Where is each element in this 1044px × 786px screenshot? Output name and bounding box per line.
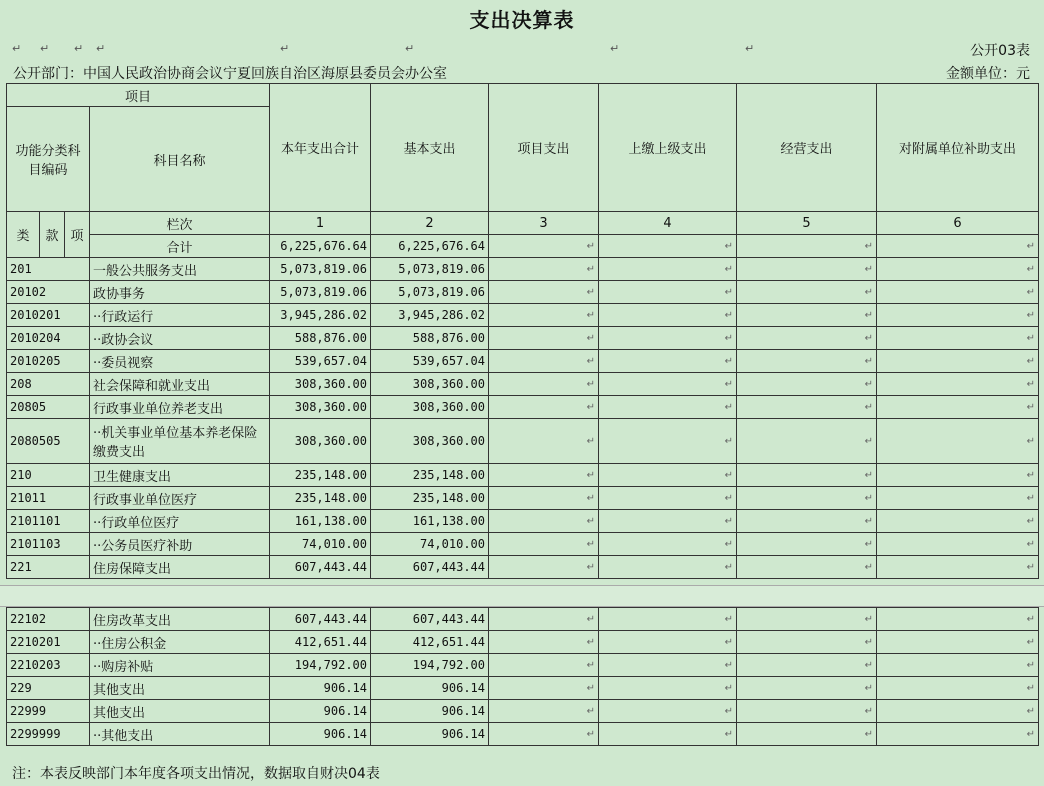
empty-cell: ↵ xyxy=(599,510,737,533)
row-total: 235,148.00 xyxy=(270,464,371,487)
row-total: 906.14 xyxy=(270,723,371,746)
row-basic: 308,360.00 xyxy=(371,419,489,464)
row-name: ··行政单位医疗 xyxy=(90,510,270,533)
table-row xyxy=(7,533,1039,556)
empty-cell: ↵ xyxy=(877,258,1039,281)
row-name: 行政事业单位养老支出 xyxy=(90,396,270,419)
row-basic: 607,443.44 xyxy=(371,608,489,631)
col-number: 6 xyxy=(877,212,1039,235)
row-code: 2299999 xyxy=(7,723,90,746)
empty-cell: ↵ xyxy=(489,487,599,510)
row-basic: 412,651.44 xyxy=(371,631,489,654)
row-total: 235,148.00 xyxy=(270,487,371,510)
row-name: 一般公共服务支出 xyxy=(90,258,270,281)
empty-cell: ↵ xyxy=(877,631,1039,654)
empty-cell: ↵ xyxy=(877,235,1039,258)
expenditure-table xyxy=(6,83,1039,579)
empty-cell: ↵ xyxy=(877,327,1039,350)
header-basic: 基本支出 xyxy=(371,84,489,212)
row-name: ··购房补贴 xyxy=(90,654,270,677)
row-code: 229 xyxy=(7,677,90,700)
empty-cell: ↵ xyxy=(737,723,877,746)
empty-cell: ↵ xyxy=(737,677,877,700)
row-code: 221 xyxy=(7,556,90,579)
row-name: 其他支出 xyxy=(90,700,270,723)
empty-cell: ↵ xyxy=(489,533,599,556)
row-total: 539,657.04 xyxy=(270,350,371,373)
header-lanci: 栏次 xyxy=(90,212,270,235)
form-number: 公开03表 xyxy=(970,43,1030,59)
total-row-basic: 6,225,676.64 xyxy=(371,235,489,258)
empty-cell: ↵ xyxy=(489,396,599,419)
page-break-gap xyxy=(0,585,1044,607)
row-code: 22102 xyxy=(7,608,90,631)
department-line: 公开部门：中国人民政治协商会议宁夏回族自治区海原县委员会办公室 xyxy=(13,66,447,82)
table-row xyxy=(7,556,1039,579)
empty-cell: ↵ xyxy=(877,464,1039,487)
row-total: 412,651.44 xyxy=(270,631,371,654)
empty-cell: ↵ xyxy=(877,304,1039,327)
row-basic: 235,148.00 xyxy=(371,464,489,487)
row-basic: 539,657.04 xyxy=(371,350,489,373)
empty-cell: ↵ xyxy=(737,533,877,556)
table-row xyxy=(7,631,1039,654)
row-total: 906.14 xyxy=(270,677,371,700)
row-total: 308,360.00 xyxy=(270,396,371,419)
paragraph-mark: ↵ xyxy=(74,42,84,55)
table-row xyxy=(7,419,1039,464)
empty-cell: ↵ xyxy=(737,487,877,510)
empty-cell: ↵ xyxy=(489,510,599,533)
empty-cell: ↵ xyxy=(737,304,877,327)
empty-cell: ↵ xyxy=(737,373,877,396)
empty-cell: ↵ xyxy=(489,677,599,700)
row-code: 2010204 xyxy=(7,327,90,350)
row-total: 308,360.00 xyxy=(270,373,371,396)
header-business: 经营支出 xyxy=(737,84,877,212)
row-basic: 906.14 xyxy=(371,677,489,700)
empty-cell: ↵ xyxy=(599,654,737,677)
row-total: 607,443.44 xyxy=(270,556,371,579)
empty-cell: ↵ xyxy=(737,556,877,579)
table-row xyxy=(7,373,1039,396)
empty-cell: ↵ xyxy=(599,373,737,396)
row-total: 5,073,819.06 xyxy=(270,281,371,304)
empty-cell: ↵ xyxy=(489,327,599,350)
empty-cell: ↵ xyxy=(599,281,737,304)
empty-cell: ↵ xyxy=(489,304,599,327)
row-basic: 308,360.00 xyxy=(371,373,489,396)
empty-cell: ↵ xyxy=(489,464,599,487)
row-total: 607,443.44 xyxy=(270,608,371,631)
row-basic: 906.14 xyxy=(371,700,489,723)
table-row xyxy=(7,281,1039,304)
empty-cell: ↵ xyxy=(737,396,877,419)
row-code: 208 xyxy=(7,373,90,396)
table-row xyxy=(7,350,1039,373)
empty-cell: ↵ xyxy=(877,533,1039,556)
empty-cell: ↵ xyxy=(599,419,737,464)
row-code: 210 xyxy=(7,464,90,487)
row-total: 161,138.00 xyxy=(270,510,371,533)
empty-cell: ↵ xyxy=(599,396,737,419)
row-total: 906.14 xyxy=(270,700,371,723)
row-basic: 5,073,819.06 xyxy=(371,258,489,281)
table-row xyxy=(7,327,1039,350)
row-name: ··机关事业单位基本养老保险缴费支出 xyxy=(90,419,270,464)
empty-cell: ↵ xyxy=(489,373,599,396)
empty-cell: ↵ xyxy=(599,677,737,700)
row-name: ··委员视察 xyxy=(90,350,270,373)
empty-cell: ↵ xyxy=(877,510,1039,533)
row-total: 588,876.00 xyxy=(270,327,371,350)
header-kuan: 款 xyxy=(40,212,65,258)
empty-cell: ↵ xyxy=(599,608,737,631)
empty-cell: ↵ xyxy=(737,281,877,304)
row-code: 20102 xyxy=(7,281,90,304)
row-code: 2210203 xyxy=(7,654,90,677)
table-row xyxy=(7,258,1039,281)
paragraph-mark: ↵ xyxy=(280,42,290,55)
empty-cell: ↵ xyxy=(599,533,737,556)
row-code: 2101103 xyxy=(7,533,90,556)
col-number: 1 xyxy=(270,212,371,235)
empty-cell: ↵ xyxy=(599,304,737,327)
empty-cell: ↵ xyxy=(489,235,599,258)
row-name: 卫生健康支出 xyxy=(90,464,270,487)
row-code: 2080505 xyxy=(7,419,90,464)
header-total: 本年支出合计 xyxy=(270,84,371,212)
empty-cell: ↵ xyxy=(737,700,877,723)
row-code: 2210201 xyxy=(7,631,90,654)
table-row xyxy=(7,510,1039,533)
empty-cell: ↵ xyxy=(737,510,877,533)
row-basic: 5,073,819.06 xyxy=(371,281,489,304)
empty-cell: ↵ xyxy=(489,556,599,579)
header-upper-level: 上缴上级支出 xyxy=(599,84,737,212)
empty-cell: ↵ xyxy=(877,608,1039,631)
row-code: 22999 xyxy=(7,700,90,723)
empty-cell: ↵ xyxy=(737,654,877,677)
empty-cell: ↵ xyxy=(737,464,877,487)
row-basic: 308,360.00 xyxy=(371,396,489,419)
empty-cell: ↵ xyxy=(599,327,737,350)
row-total: 194,792.00 xyxy=(270,654,371,677)
paragraph-mark: ↵ xyxy=(96,42,106,55)
empty-cell: ↵ xyxy=(877,723,1039,746)
paragraph-mark: ↵ xyxy=(405,42,415,55)
row-basic: 607,443.44 xyxy=(371,556,489,579)
empty-cell: ↵ xyxy=(489,258,599,281)
empty-cell: ↵ xyxy=(599,350,737,373)
empty-cell: ↵ xyxy=(599,700,737,723)
empty-cell: ↵ xyxy=(737,350,877,373)
total-row-label: 合计 xyxy=(90,235,270,258)
empty-cell: ↵ xyxy=(737,235,877,258)
empty-cell: ↵ xyxy=(877,700,1039,723)
empty-cell: ↵ xyxy=(489,419,599,464)
table-row xyxy=(7,396,1039,419)
row-name: ··公务员医疗补助 xyxy=(90,533,270,556)
empty-cell: ↵ xyxy=(489,723,599,746)
empty-cell: ↵ xyxy=(877,654,1039,677)
empty-cell: ↵ xyxy=(877,419,1039,464)
header-xiang: 项 xyxy=(65,212,90,258)
empty-cell: ↵ xyxy=(877,396,1039,419)
empty-cell: ↵ xyxy=(489,654,599,677)
header-lei: 类 xyxy=(7,212,40,258)
paragraph-mark: ↵ xyxy=(610,42,620,55)
paragraph-mark: ↵ xyxy=(40,42,50,55)
table-row xyxy=(7,487,1039,510)
row-basic: 235,148.00 xyxy=(371,487,489,510)
row-code: 20805 xyxy=(7,396,90,419)
page-title: 支出决算表 xyxy=(469,8,575,32)
row-code: 2010201 xyxy=(7,304,90,327)
col-number: 2 xyxy=(371,212,489,235)
table-row xyxy=(7,700,1039,723)
empty-cell: ↵ xyxy=(599,464,737,487)
empty-cell: ↵ xyxy=(599,487,737,510)
row-name: 住房改革支出 xyxy=(90,608,270,631)
row-name: ··行政运行 xyxy=(90,304,270,327)
row-total: 3,945,286.02 xyxy=(270,304,371,327)
row-name: ··住房公积金 xyxy=(90,631,270,654)
row-basic: 161,138.00 xyxy=(371,510,489,533)
empty-cell: ↵ xyxy=(737,327,877,350)
amount-unit: 金额单位：元 xyxy=(946,66,1030,82)
row-code: 2101101 xyxy=(7,510,90,533)
col-number: 4 xyxy=(599,212,737,235)
empty-cell: ↵ xyxy=(599,556,737,579)
total-row-total: 6,225,676.64 xyxy=(270,235,371,258)
row-basic: 3,945,286.02 xyxy=(371,304,489,327)
table-row xyxy=(7,723,1039,746)
row-name: 社会保障和就业支出 xyxy=(90,373,270,396)
empty-cell: ↵ xyxy=(489,631,599,654)
row-basic: 194,792.00 xyxy=(371,654,489,677)
empty-cell: ↵ xyxy=(877,487,1039,510)
empty-cell: ↵ xyxy=(599,258,737,281)
empty-cell: ↵ xyxy=(877,556,1039,579)
table-row xyxy=(7,464,1039,487)
paragraph-mark: ↵ xyxy=(745,42,755,55)
row-code: 2010205 xyxy=(7,350,90,373)
header-subject-name: 科目名称 xyxy=(90,107,270,212)
empty-cell: ↵ xyxy=(737,258,877,281)
table-row xyxy=(7,608,1039,631)
header-project-expense: 项目支出 xyxy=(489,84,599,212)
row-name: 行政事业单位医疗 xyxy=(90,487,270,510)
empty-cell: ↵ xyxy=(737,419,877,464)
header-func-code: 功能分类科目编码 xyxy=(7,107,90,212)
empty-cell: ↵ xyxy=(599,631,737,654)
table-row xyxy=(7,304,1039,327)
row-name: 政协事务 xyxy=(90,281,270,304)
row-name: 其他支出 xyxy=(90,677,270,700)
empty-cell: ↵ xyxy=(877,677,1039,700)
empty-cell: ↵ xyxy=(737,631,877,654)
empty-cell: ↵ xyxy=(877,350,1039,373)
row-basic: 906.14 xyxy=(371,723,489,746)
empty-cell: ↵ xyxy=(599,723,737,746)
row-total: 74,010.00 xyxy=(270,533,371,556)
empty-cell: ↵ xyxy=(489,350,599,373)
empty-cell: ↵ xyxy=(877,373,1039,396)
row-code: 21011 xyxy=(7,487,90,510)
row-basic: 588,876.00 xyxy=(371,327,489,350)
col-number: 5 xyxy=(737,212,877,235)
table-row xyxy=(7,654,1039,677)
empty-cell: ↵ xyxy=(737,608,877,631)
row-total: 5,073,819.06 xyxy=(270,258,371,281)
empty-cell: ↵ xyxy=(489,700,599,723)
paragraph-mark: ↵ xyxy=(12,42,22,55)
table-row xyxy=(7,677,1039,700)
row-basic: 74,010.00 xyxy=(371,533,489,556)
row-total: 308,360.00 xyxy=(270,419,371,464)
row-name: ··其他支出 xyxy=(90,723,270,746)
empty-cell: ↵ xyxy=(877,281,1039,304)
table-note: 注：本表反映部门本年度各项支出情况，数据取自财决04表 xyxy=(12,766,380,782)
row-code: 201 xyxy=(7,258,90,281)
col-number: 3 xyxy=(489,212,599,235)
row-name: 住房保障支出 xyxy=(90,556,270,579)
empty-cell: ↵ xyxy=(599,235,737,258)
empty-cell: ↵ xyxy=(489,608,599,631)
row-name: ··政协会议 xyxy=(90,327,270,350)
empty-cell: ↵ xyxy=(489,281,599,304)
header-subsidy: 对附属单位补助支出 xyxy=(877,84,1039,212)
header-project: 项目 xyxy=(7,84,270,107)
expenditure-table-continued xyxy=(6,607,1039,746)
